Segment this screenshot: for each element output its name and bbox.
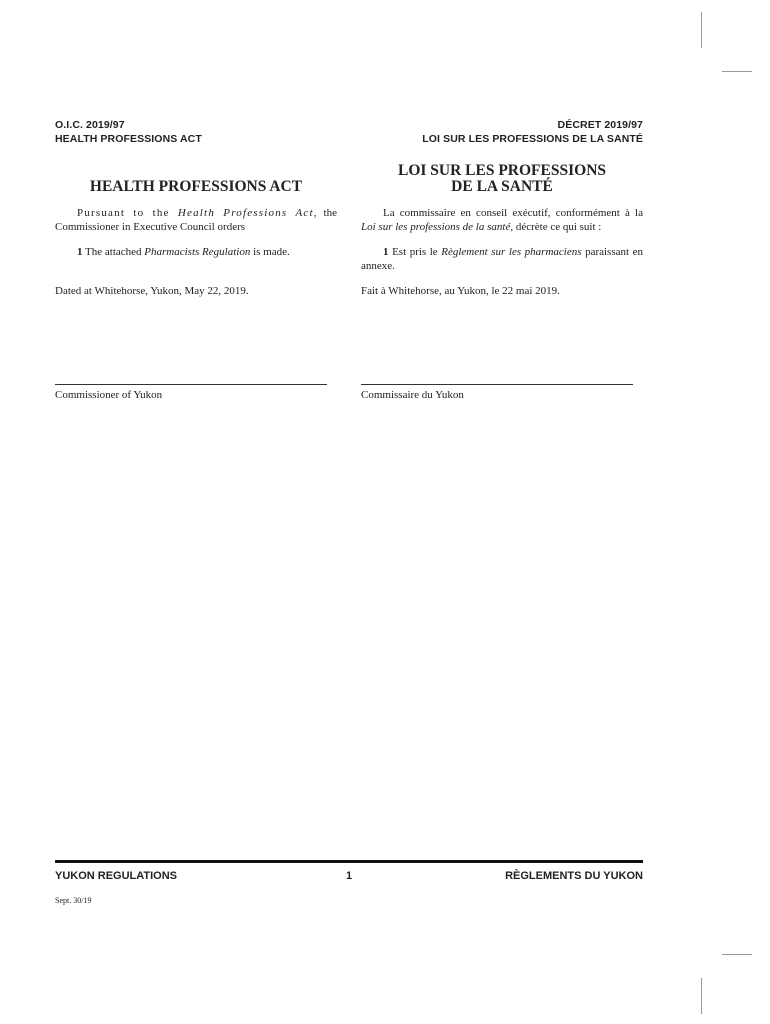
title-fr xyxy=(361,163,643,195)
signature-label-fr: Commissaire du Yukon xyxy=(361,389,464,401)
section-en-number: 1 xyxy=(77,246,83,258)
section-en-pre: The attached xyxy=(82,246,145,258)
section-fr xyxy=(361,245,643,273)
section-en-post: is made. xyxy=(250,246,290,258)
crop-mark-bottom-horizontal xyxy=(722,954,752,955)
preamble-en xyxy=(55,206,337,234)
dated-fr: Fait à Whitehorse, au Yukon, le 22 mai 2019. xyxy=(361,285,560,297)
preamble-fr xyxy=(361,206,643,234)
crop-mark-top-vertical xyxy=(701,12,702,48)
header-right xyxy=(343,118,643,146)
preamble-fr-act: Loi sur les professions de la santé xyxy=(361,221,511,233)
footer-right: RÈGLEMENTS DU YUKON xyxy=(505,870,643,882)
preamble-fr-pre: La commissaire en conseil exécutif, conformément à la xyxy=(383,207,643,219)
signature-line-fr xyxy=(361,384,633,385)
footer-rule xyxy=(55,860,643,863)
section-fr-post: paraissant en annexe. xyxy=(361,246,643,272)
footer-left: YUKON REGULATIONS xyxy=(55,870,178,882)
preamble-fr-post: , décrète ce qui suit : xyxy=(510,221,602,233)
title-en: HEALTH PROFESSIONS ACT xyxy=(89,178,303,195)
section-en xyxy=(55,245,337,259)
preamble-en-post: , the Commissioner in Executive Council orders xyxy=(55,207,337,233)
section-fr-regulation: Règlement sur les pharmaciens xyxy=(441,246,582,258)
signature-label-en: Commissioner of Yukon xyxy=(55,389,163,401)
footer-date: Sept. 30/19 xyxy=(55,896,92,905)
signature-line-en xyxy=(55,384,327,385)
act-name-en: HEALTH PROFESSIONS ACT xyxy=(55,133,202,145)
section-en-regulation: Pharmacists Regulation xyxy=(144,246,251,258)
crop-mark-top-horizontal xyxy=(722,71,752,72)
header-left xyxy=(55,118,355,146)
section-fr-pre: Est pris le xyxy=(388,246,442,258)
title-fr-line1: LOI SUR LES PROFESSIONS xyxy=(397,162,607,179)
dated-en: Dated at Whitehorse, Yukon, May 22, 2019. xyxy=(55,285,249,297)
crop-mark-bottom-vertical xyxy=(701,978,702,1014)
footer-page-number: 1 xyxy=(345,870,353,882)
preamble-en-act: Health Professions Act xyxy=(177,207,314,219)
title-fr-line2: DE LA SANTÉ xyxy=(451,178,553,195)
oic-number: O.I.C. 2019/97 xyxy=(55,119,125,131)
decret-number: DÉCRET 2019/97 xyxy=(557,119,643,131)
preamble-en-pre: Pursuant to the xyxy=(77,207,178,219)
section-fr-number: 1 xyxy=(383,246,389,258)
act-name-fr: LOI SUR LES PROFESSIONS DE LA SANTÉ xyxy=(422,133,643,145)
